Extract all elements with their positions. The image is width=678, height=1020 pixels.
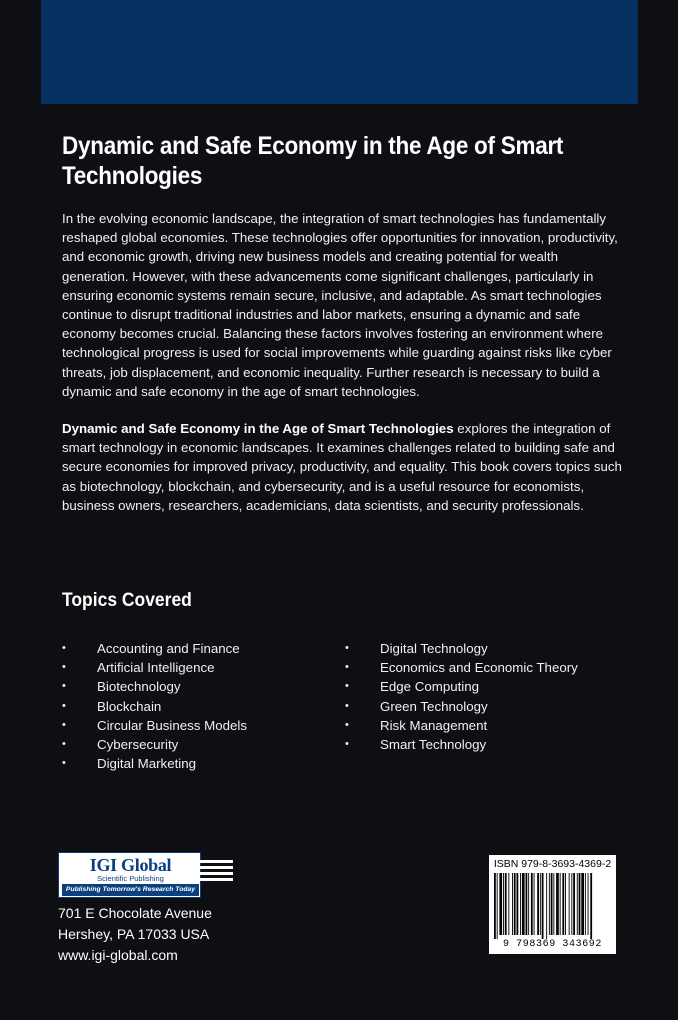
topic-item xyxy=(62,697,322,716)
barcode-bar xyxy=(512,873,513,935)
barcode-bar xyxy=(581,873,584,935)
bullet-icon: • xyxy=(345,661,349,674)
barcode-bar xyxy=(494,873,496,939)
bullet-icon: • xyxy=(62,642,66,654)
barcode-bar xyxy=(590,873,592,939)
bullet-icon: • xyxy=(345,718,349,731)
topic-label: Edge Computing xyxy=(380,679,480,695)
topic-label: Risk Management xyxy=(380,717,488,733)
website-link[interactable]: www.igi-global.com xyxy=(58,947,178,963)
topic-label: Smart Technology xyxy=(380,736,487,752)
barcode-bar xyxy=(565,873,566,935)
bullet-icon: • xyxy=(62,680,66,693)
barcode-bar xyxy=(553,873,554,935)
barcode-bar xyxy=(534,873,535,935)
barcode-bar xyxy=(505,873,507,935)
barcode-bar xyxy=(508,873,509,935)
barcode-bar xyxy=(517,873,519,935)
isbn-barcode xyxy=(489,855,616,954)
topic-label: Digital Technology xyxy=(380,641,488,656)
top-color-band xyxy=(41,0,638,104)
barcode-bars xyxy=(494,873,611,939)
publisher-logo xyxy=(58,852,234,900)
address-line-2: Hershey, PA 17033 USA xyxy=(58,926,210,942)
barcode-bar xyxy=(497,873,498,939)
barcode-bar xyxy=(579,873,581,935)
logo-speed-lines-icon xyxy=(199,860,233,892)
barcode-number: 9 798369 343692 xyxy=(502,939,602,950)
barcode-bar xyxy=(573,873,575,935)
topic-item xyxy=(345,735,635,754)
barcode-bar xyxy=(562,873,564,935)
barcode-bar xyxy=(542,873,544,939)
barcode-bar xyxy=(503,873,504,935)
book-title-inline: Dynamic and Safe Economy in the Age of Smart Technologies xyxy=(62,421,454,436)
bullet-icon: • xyxy=(62,718,66,731)
publisher-address xyxy=(58,903,212,966)
bullet-icon: • xyxy=(62,699,66,712)
bullet-icon: • xyxy=(345,699,349,712)
logo-box xyxy=(58,852,201,898)
topic-item xyxy=(62,639,322,658)
barcode-bar xyxy=(546,873,547,939)
topic-label: Accounting and Finance xyxy=(97,641,240,656)
barcode-bar xyxy=(526,873,528,935)
description-paragraph-1: In the evolving economic landscape, the integration of smart technologies has fundamentally reshaped global economies. These technologies offer opportunities for innovation, productivity, and economic growth, driving new business models and creating potential for wealth generation. However, with these advancements come significant challenges, particularly in ensuring economic systems remain secure, inclusive, and adaptable. As smart technologies continue to disrupt traditional industries and labor markets, ensuring a dynamic and safe economy becomes crucial. Balancing these factors involves fostering an environment where technological progress is used for social improvements while guarding against risks like cyber threats, job displacement, and economic inequality. Further research is necessary to build a dynamic and safe economy in the age of smart technologies. xyxy=(62,211,618,399)
description-paragraph-2-text: explores the integration of smart technology in economic landscapes. It examines challenges related to building safe and secure economies for improved privacy, productivity, and equality. This book covers topics such as biotechnology, blockchain, and cybersecurity, and is a useful resource for economists, business owners, researchers, academicians, data scientists, and security professionals. xyxy=(62,421,622,513)
topics-heading: Topics Covered xyxy=(62,590,192,611)
topic-label: Economics and Economic Theory xyxy=(380,660,578,676)
topic-item xyxy=(62,677,322,696)
barcode-bar xyxy=(571,873,572,935)
barcode-bar xyxy=(569,873,570,935)
topic-item xyxy=(345,697,635,716)
barcode-bar xyxy=(528,873,529,935)
topic-label: Digital Marketing xyxy=(97,756,197,772)
topic-item xyxy=(345,639,635,658)
logo-name: IGI Global xyxy=(89,855,172,875)
barcode-bar xyxy=(499,873,502,935)
barcode-bar xyxy=(577,873,578,935)
barcode-bar xyxy=(549,873,550,935)
barcode-bar xyxy=(514,873,516,935)
topic-label: Cybersecurity xyxy=(97,736,179,752)
topic-label: Circular Business Models xyxy=(97,717,248,733)
logo-tagline: Publishing Tomorrow's Research Today xyxy=(62,884,199,896)
bullet-icon: • xyxy=(345,680,349,693)
bullet-icon: • xyxy=(62,757,66,770)
barcode-bar xyxy=(551,873,553,935)
barcode-bar xyxy=(522,873,525,935)
barcode-bar xyxy=(531,873,533,935)
topics-list-left xyxy=(62,639,322,773)
barcode-bar xyxy=(520,873,521,935)
topic-item xyxy=(345,716,635,735)
topic-item xyxy=(345,677,635,696)
book-title: Dynamic and Safe Economy in the Age of Smart Technologies xyxy=(62,132,564,190)
bullet-icon: • xyxy=(345,642,349,654)
isbn-label: ISBN 979-8-3693-4369-2 xyxy=(493,858,612,870)
topic-label: Artificial Intelligence xyxy=(97,660,215,676)
barcode-bar xyxy=(537,873,539,935)
topic-label: Blockchain xyxy=(97,698,162,714)
topic-label: Biotechnology xyxy=(97,679,181,695)
topic-item xyxy=(62,658,322,677)
description-paragraph-2 xyxy=(62,419,622,515)
barcode-bar xyxy=(556,873,559,935)
topics-list-right xyxy=(345,639,635,754)
logo-subtitle: Scientific Publishing xyxy=(97,874,164,883)
topic-item xyxy=(345,658,635,677)
topic-item xyxy=(62,716,322,735)
barcode-bar xyxy=(560,873,561,935)
bullet-icon: • xyxy=(62,737,66,750)
bullet-icon: • xyxy=(345,737,349,750)
barcode-bar xyxy=(540,873,541,935)
topic-label: Green Technology xyxy=(380,698,488,714)
address-line-1: 701 E Chocolate Avenue xyxy=(58,905,212,921)
topic-item xyxy=(62,754,322,773)
bullet-icon: • xyxy=(62,661,66,674)
barcode-bar xyxy=(588,873,589,935)
topic-item xyxy=(62,735,322,754)
barcode-bar xyxy=(585,873,586,935)
